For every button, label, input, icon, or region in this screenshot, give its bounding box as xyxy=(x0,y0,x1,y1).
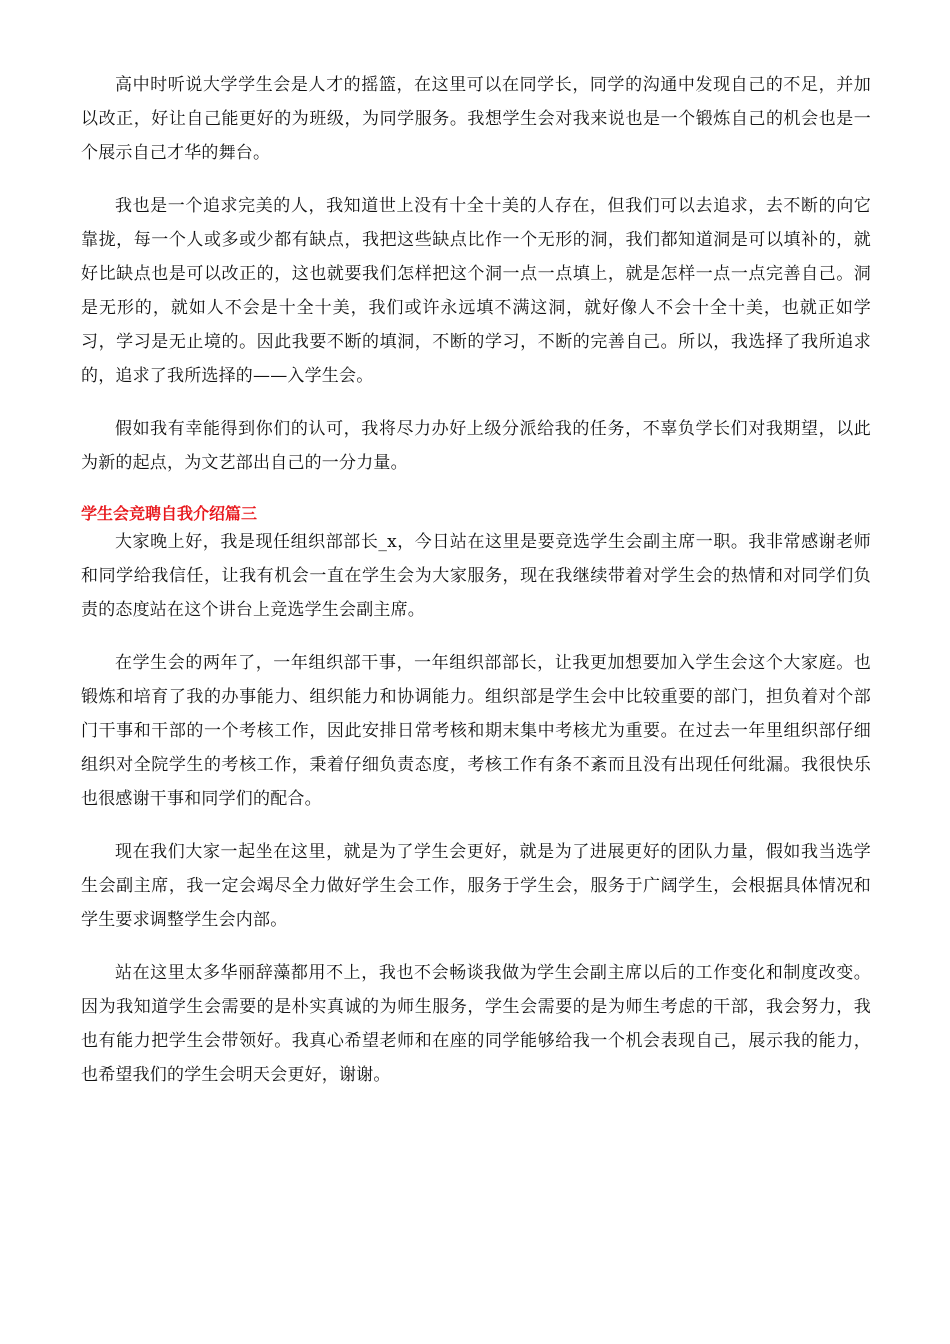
paragraph: 我也是一个追求完美的人，我知道世上没有十全十美的人存在，但我们可以去追求，去不断的向它靠拢，每一个人或多或少都有缺点，我把这些缺点比作一个无形的洞，我们都知道洞是可以填补的，就好比缺点也是可以改正的，这也就要我们怎样把这个洞一点一点填上，就是怎样一点一点完善自己。洞是无形的，就如人不会是十全十美，我们或许永远填不满这洞，就好像人不会十全十美，也就正如学习，学习是无止境的。因此我要不断的填洞，不断的学习，不断的完善自己。所以，我选择了我所追求的，追求了我所选择的——入学生会。 xyxy=(81,196,871,386)
paragraph: 站在这里太多华丽辞藻都用不上，我也不会畅谈我做为学生会副主席以后的工作变化和制度改变。因为我知道学生会需要的是朴实真诚的为师生服务，学生会需要的是为师生考虑的干部，我会努力，我也有能力把学生会带领好。我真心希望老师和在座的同学能够给我一个机会表现自己，展示我的能力，也希望我们的学生会明天会更好，谢谢。 xyxy=(81,963,871,1085)
paragraph: 现在我们大家一起坐在这里，就是为了学生会更好，就是为了进展更好的团队力量，假如我当选学生会副主席，我一定会竭尽全力做好学生会工作，服务于学生会，服务于广阔学生，会根据具体情况和学生要求调整学生会内部。 xyxy=(81,842,871,930)
paragraph: 高中时听说大学学生会是人才的摇篮，在这里可以在同学长，同学的沟通中发现自己的不足，并加以改正，好让自己能更好的为班级，为同学服务。我想学生会对我来说也是一个锻炼自己的机会也是一个展示自己才华的舞台。 xyxy=(81,75,871,163)
document-page xyxy=(81,68,871,1111)
section-heading: 学生会竞聘自我介绍篇三 xyxy=(81,504,258,523)
paragraph: 大家晚上好，我是现任组织部部长_x，今日站在这里是要竞选学生会副主席一职。我非常感谢老师和同学给我信任，让我有机会一直在学生会为大家服务，现在我继续带着对学生会的热情和对同学们负责的态度站在这个讲台上竞选学生会副主席。 xyxy=(81,532,871,620)
paragraph: 假如我有幸能得到你们的认可，我将尽力办好上级分派给我的任务，不辜负学长们对我期望，以此为新的起点，为文艺部出自己的一分力量。 xyxy=(81,419,871,473)
paragraph: 在学生会的两年了，一年组织部干事，一年组织部部长，让我更加想要加入学生会这个大家庭。也锻炼和培育了我的办事能力、组织能力和协调能力。组织部是学生会中比较重要的部门，担负着对个部门干事和干部的一个考核工作，因此安排日常考核和期末集中考核尤为重要。在过去一年里组织部仔细组织对全院学生的考核工作，秉着仔细负责态度，考核工作有条不紊而且没有出现任何纰漏。我很快乐也很感谢干事和同学们的配合。 xyxy=(81,653,871,809)
